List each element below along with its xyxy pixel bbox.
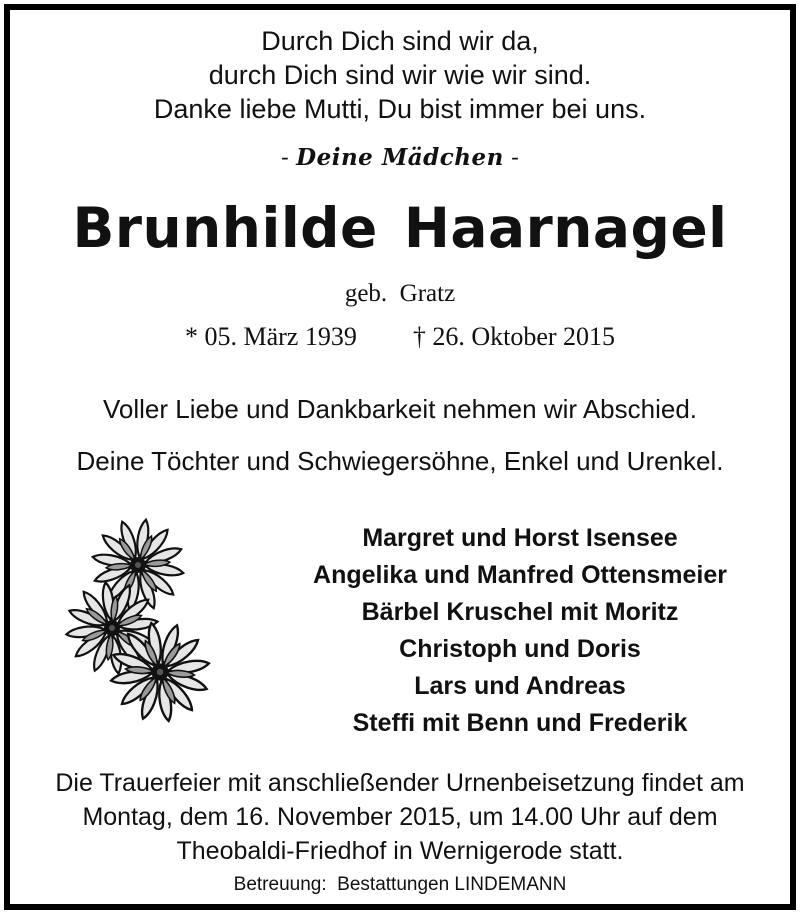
family-member: Christoph und Doris xyxy=(399,635,641,663)
signature-text: Deine Mädchen xyxy=(296,144,504,171)
farewell-text: Voller Liebe und Dankbarkeit nehmen wir Abschied. xyxy=(102,394,698,424)
life-dates xyxy=(10,322,790,352)
family-member: Margret und Horst Isensee xyxy=(362,524,678,552)
poem-line-3: Danke liebe Mutti, Du bist immer bei uns. xyxy=(153,94,647,124)
family-list xyxy=(260,520,780,742)
death-date: † 26. Oktober 2015 xyxy=(412,322,616,351)
signature-dash-right: - xyxy=(503,145,519,171)
deceased-last-name: Haarnagel xyxy=(403,196,728,260)
obituary-notice xyxy=(4,4,796,910)
signature-dash-left: - xyxy=(281,145,297,171)
signature-line xyxy=(10,144,790,171)
poem-line-2: durch Dich sind wir wie wir sind. xyxy=(208,60,592,90)
poem-line-1: Durch Dich sind wir da, xyxy=(261,26,539,56)
ceremony-line-1: Die Trauerfeier mit anschließender Urnenbeisetzung findet am xyxy=(55,769,745,797)
birth-date: * 05. März 1939 xyxy=(184,322,357,351)
relatives-intro: Deine Töchter und Schwiegersöhne, Enkel und Urenkel. xyxy=(76,446,724,476)
family-member: Steffi mit Benn und Frederik xyxy=(352,709,688,737)
flower-bouquet-icon xyxy=(50,500,240,740)
deceased-name xyxy=(10,196,790,260)
deceased-first-name: Brunhilde xyxy=(72,196,378,260)
ceremony-info xyxy=(10,766,790,868)
family-member: Angelika und Manfred Ottensmeier xyxy=(313,561,727,589)
family-member: Bärbel Kruschel mit Moritz xyxy=(361,598,679,626)
undertaker-credit: Betreuung: Bestattungen LINDEMANN xyxy=(233,874,567,895)
family-member: Lars und Andreas xyxy=(414,672,626,700)
ceremony-line-3: Theobaldi-Friedhof in Wernigerode statt. xyxy=(176,837,624,865)
birth-name: geb. Gratz xyxy=(344,280,456,307)
ceremony-line-2: Montag, dem 16. November 2015, um 14.00 Uhr auf dem xyxy=(82,803,718,831)
